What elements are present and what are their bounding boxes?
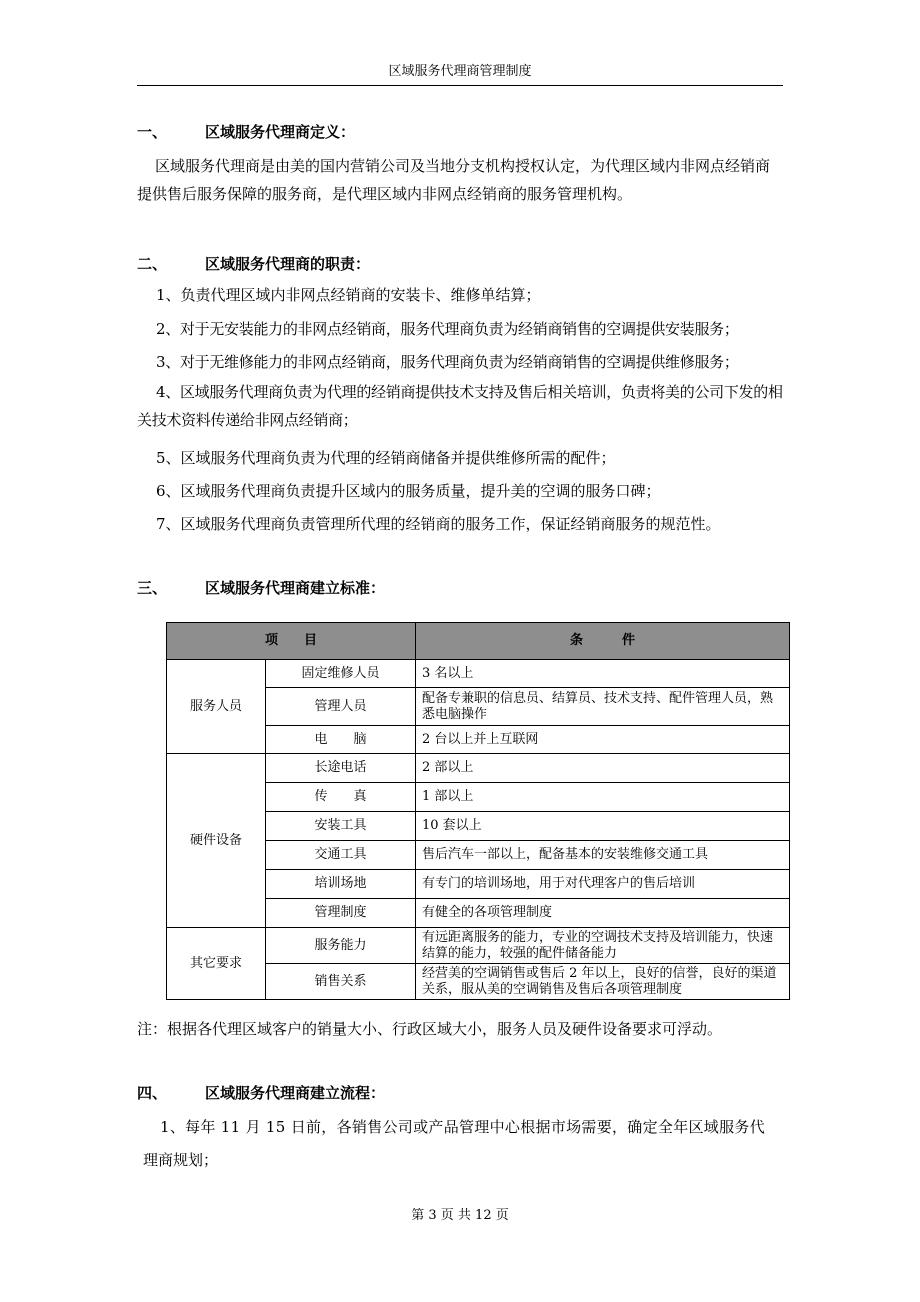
- section-1-paragraph: 区域服务代理商是由美的国内营销公司及当地分支机构授权认定，为代理区域内非网点经销商提供售后服务保障的服务商，是代理区域内非网点经销商的服务管理机构。: [137, 157, 771, 203]
- duty-item-4: 4、区域服务代理商负责为代理的经销商提供技术支持及售后相关培训，负责将美的公司下发的相关技术资料传递给非网点经销商；: [137, 383, 783, 429]
- section-4-title: 区域服务代理商建立流程：: [205, 1084, 386, 1102]
- condition-cell: 有专门的培训场地，用于对代理客户的售后培训: [416, 870, 790, 899]
- section-4-number: 四、: [137, 1084, 168, 1102]
- condition-cell: 3 名以上: [416, 660, 790, 688]
- section-3-title: 区域服务代理商建立标准：: [205, 579, 386, 597]
- section-2-number: 二、: [137, 255, 168, 273]
- process-item-1-line-2: 理商规划；: [143, 1151, 219, 1169]
- header-rule: [137, 85, 783, 86]
- process-item-1-line-1: 1、每年 11 月 15 日前，各销售公司或产品管理中心根据市场需要，确定全年区域服务代: [160, 1118, 765, 1136]
- section-4-heading: [137, 1082, 385, 1104]
- section-1-heading: [137, 121, 355, 143]
- item-cell: 销售关系: [266, 964, 416, 1000]
- category-cell: 硬件设备: [167, 754, 266, 928]
- section-3-heading: [137, 577, 385, 599]
- duty-item-2: 2、对于无安装能力的非网点经销商，服务代理商负责为经销商销售的空调提供安装服务；: [156, 320, 739, 338]
- item-cell: 固定维修人员: [266, 660, 416, 688]
- condition-cell: 经营美的空调销售或售后 2 年以上，良好的信誉，良好的渠道关系，服从美的空调销售及售后各项管理制度: [416, 964, 790, 1000]
- running-header: 区域服务代理商管理制度: [388, 64, 532, 79]
- duty-item-5: 5、区域服务代理商负责为代理的经销商储备并提供维修所需的配件；: [156, 449, 616, 467]
- item-cell: 培训场地: [266, 870, 416, 899]
- table-header-row: [167, 623, 790, 660]
- standards-table: [166, 622, 790, 1000]
- section-2-heading: [137, 253, 370, 275]
- page-footer: 第 3 页 共 12 页: [411, 1208, 509, 1223]
- table-note: 注：根据各代理区域客户的销量大小、行政区域大小，服务人员及硬件设备要求可浮动。: [137, 1020, 723, 1038]
- item-cell: 服务能力: [266, 928, 416, 964]
- item-cell: 管理制度: [266, 899, 416, 928]
- condition-cell: 有健全的各项管理制度: [416, 899, 790, 928]
- condition-cell: 2 部以上: [416, 754, 790, 783]
- table-header-condition: 条 件: [416, 623, 790, 660]
- table-header-item: 项 目: [167, 623, 416, 660]
- section-1-number: 一、: [137, 123, 168, 141]
- item-cell: 交通工具: [266, 841, 416, 870]
- table-row: [167, 660, 790, 688]
- item-cell: 传 真: [266, 783, 416, 812]
- item-cell: 安装工具: [266, 812, 416, 841]
- section-3-number: 三、: [137, 579, 168, 597]
- category-cell: 服务人员: [167, 660, 266, 754]
- section-2-title: 区域服务代理商的职责：: [205, 255, 371, 273]
- condition-cell: 2 台以上并上互联网: [416, 726, 790, 754]
- duty-item-6: 6、区域服务代理商负责提升区域内的服务质量，提升美的空调的服务口碑；: [156, 482, 661, 500]
- condition-cell: 10 套以上: [416, 812, 790, 841]
- condition-cell: 配备专兼职的信息员、结算员、技术支持、配件管理人员，熟悉电脑操作: [416, 688, 790, 726]
- duty-item-3: 3、对于无维修能力的非网点经销商，服务代理商负责为经销商销售的空调提供维修服务；: [156, 353, 739, 371]
- condition-cell: 有远距离服务的能力，专业的空调技术支持及培训能力，快速结算的能力，较强的配件储备能力: [416, 928, 790, 964]
- section-1-title: 区域服务代理商定义：: [205, 123, 356, 141]
- table-row: [167, 928, 790, 964]
- item-cell: 管理人员: [266, 688, 416, 726]
- condition-cell: 1 部以上: [416, 783, 790, 812]
- condition-cell: 售后汽车一部以上，配备基本的安装维修交通工具: [416, 841, 790, 870]
- duty-item-1: 1、负责代理区域内非网点经销商的安装卡、维修单结算；: [156, 286, 541, 304]
- item-cell: 长途电话: [266, 754, 416, 783]
- duty-item-7: 7、区域服务代理商负责管理所代理的经销商的服务工作，保证经销商服务的规范性。: [156, 515, 721, 533]
- table-row: [167, 754, 790, 783]
- item-cell: 电 脑: [266, 726, 416, 754]
- category-cell: 其它要求: [167, 928, 266, 1000]
